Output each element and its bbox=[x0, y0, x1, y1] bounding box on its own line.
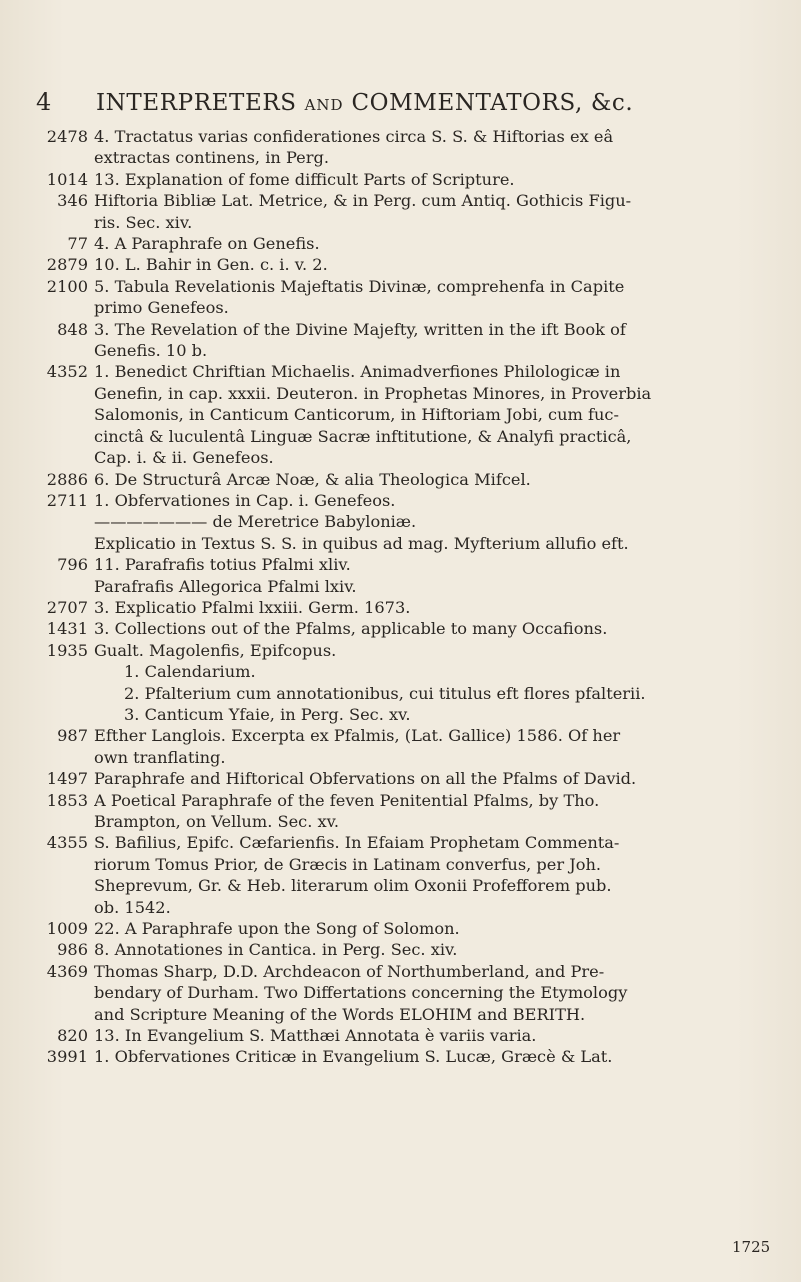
entry-number: 4355 bbox=[46, 833, 88, 853]
entry-text bbox=[94, 169, 780, 190]
catalog-entry bbox=[40, 961, 780, 1025]
entry-line: 4. Tractatus varias confiderationes circa S. S. & Hiftorias ex eâ bbox=[94, 127, 614, 146]
entry-text bbox=[94, 961, 780, 1025]
catalog-entry bbox=[40, 918, 780, 939]
catalog-entry bbox=[40, 554, 780, 597]
entry-text bbox=[94, 725, 780, 768]
catalog-entry bbox=[40, 254, 780, 275]
entry-line: 10. L. Bahir in Gen. c. i. v. 2. bbox=[94, 255, 328, 275]
entry-line: 3. Explicatio Pfalmi lxxiii. Germ. 1673. bbox=[94, 597, 411, 617]
entry-line: extractas continens, in Perg. bbox=[94, 148, 329, 168]
entry-text bbox=[94, 832, 780, 918]
catalog-entry bbox=[40, 597, 780, 618]
entry-line: Cap. i. & ii. Genefeos. bbox=[94, 448, 274, 468]
running-head-part2: COMMENTATORS, &c. bbox=[351, 90, 634, 116]
entry-number: 820 bbox=[57, 1026, 88, 1046]
entry-line: ris. Sec. xiv. bbox=[94, 212, 193, 232]
entry-text bbox=[94, 918, 780, 939]
entry-number: 1009 bbox=[46, 919, 88, 939]
catalog-entry bbox=[40, 169, 780, 190]
entry-subitem: 3. Canticum Yfaie, in Perg. Sec. xv. bbox=[124, 704, 411, 724]
entry-number: 1497 bbox=[46, 769, 88, 789]
entry-text bbox=[94, 618, 780, 639]
entry-number: 2100 bbox=[46, 276, 88, 296]
entry-text bbox=[94, 554, 780, 597]
entry-number: 848 bbox=[57, 319, 88, 339]
entry-number: 2478 bbox=[46, 127, 88, 146]
entry-line: Explicatio in Textus S. S. in quibus ad mag. Myfterium allufio eft. bbox=[94, 533, 629, 553]
entry-line: Hiftoria Bibliæ Lat. Metrice, & in Perg. cum Antiq. Gothicis Figu- bbox=[94, 191, 632, 211]
entry-line: 11. Parafrafis totius Pfalmi xliv. bbox=[94, 555, 351, 575]
catalog-entry bbox=[40, 233, 780, 254]
entry-subitem: 2. Pfalterium cum annotationibus, cui titulus eft flores pfalterii. bbox=[124, 683, 646, 703]
catalog-entry bbox=[40, 126, 780, 169]
entry-number: 2879 bbox=[46, 255, 88, 275]
catalog-entry bbox=[40, 640, 780, 726]
entry-text bbox=[94, 1046, 780, 1067]
entry-line: 13. Explanation of fome difficult Parts of Scripture. bbox=[94, 169, 515, 189]
catalog-entry bbox=[40, 790, 780, 833]
entry-text bbox=[94, 469, 780, 490]
entry-number: 796 bbox=[57, 555, 88, 575]
entry-number: 986 bbox=[57, 940, 88, 960]
entry-line: own tranflating. bbox=[94, 747, 226, 767]
entry-line: ob. 1542. bbox=[94, 897, 171, 917]
entry-number: 1014 bbox=[46, 169, 88, 189]
entry-line: Brampton, on Vellum. Sec. xv. bbox=[94, 812, 340, 831]
entry-number: 2711 bbox=[46, 490, 88, 510]
entry-line: 1. Benedict Chriftian Michaelis. Animadverfiones Philologicæ in bbox=[94, 362, 621, 382]
entry-line: 1. Obfervationes Criticæ in Evangelium S. Lucæ, Græcè & Lat. bbox=[94, 1047, 613, 1067]
entry-text bbox=[94, 276, 780, 319]
entry-line: S. Bafilius, Epifc. Cæfarienfis. In Efaiam Prophetam Commenta- bbox=[94, 833, 620, 853]
running-head bbox=[96, 90, 633, 116]
entry-line: bendary of Durham. Two Differtations concerning the Etymology bbox=[94, 983, 628, 1003]
entry-number: 3991 bbox=[46, 1047, 88, 1067]
entry-text bbox=[94, 233, 780, 254]
catalog-entry bbox=[40, 725, 780, 768]
entry-line: Efther Langlois. Excerpta ex Pfalmis, (Lat. Gallice) 1586. Of her bbox=[94, 726, 621, 746]
entry-text bbox=[94, 790, 780, 833]
entry-line: Salomonis, in Canticum Canticorum, in Hiftoriam Jobi, cum fuc- bbox=[94, 405, 619, 425]
catalog-entry bbox=[40, 1046, 780, 1067]
entry-text bbox=[94, 597, 780, 618]
entry-text bbox=[94, 190, 780, 233]
entry-line: Thomas Sharp, D.D. Archdeacon of Northumberland, and Pre- bbox=[94, 961, 605, 981]
entry-text bbox=[94, 490, 780, 554]
entry-line: and Scripture Meaning of the Words ELOHIM and BERITH. bbox=[94, 1004, 586, 1024]
catalog-entry bbox=[40, 361, 780, 468]
catalog-entry bbox=[40, 939, 780, 960]
entry-text bbox=[94, 319, 780, 362]
trailing-catchword: 1725 bbox=[732, 1238, 771, 1256]
entry-text bbox=[94, 254, 780, 275]
entry-text bbox=[94, 640, 780, 726]
entry-line: cinctâ & luculentâ Linguæ Sacræ inftitutione, & Analyfi practicâ, bbox=[94, 426, 632, 446]
catalog-entry bbox=[40, 768, 780, 789]
entry-number: 77 bbox=[67, 234, 88, 254]
page-number: 4 bbox=[36, 88, 52, 116]
entry-line: ——————— de Meretrice Babyloniæ. bbox=[94, 512, 417, 532]
catalog-entry bbox=[40, 319, 780, 362]
entry-number: 1935 bbox=[46, 640, 88, 660]
entry-text bbox=[94, 768, 780, 789]
entry-line: A Poetical Paraphrafe of the feven Penitential Pfalms, by Tho. bbox=[94, 790, 600, 810]
entry-line: 3. Collections out of the Pfalms, applicable to many Occafions. bbox=[94, 619, 608, 639]
catalog-entry bbox=[40, 469, 780, 490]
entry-line: 3. The Revelation of the Divine Majefty, written in the ift Book of bbox=[94, 319, 626, 339]
entry-line: Parafrafis Allegorica Pfalmi lxiv. bbox=[94, 576, 357, 596]
entry-number: 346 bbox=[57, 191, 88, 211]
entry-number: 2886 bbox=[46, 469, 88, 489]
entry-number: 4369 bbox=[46, 961, 88, 981]
catalog-entries bbox=[40, 126, 780, 1068]
entry-text bbox=[94, 361, 780, 468]
entry-text bbox=[94, 1025, 780, 1046]
entry-line: Paraphrafe and Hiftorical Obfervations on all the Pfalms of David. bbox=[94, 769, 637, 789]
entry-number: 4352 bbox=[46, 362, 88, 382]
entry-line: Gualt. Magolenfis, Epifcopus. bbox=[94, 640, 337, 660]
entry-subitem: 1. Calendarium. bbox=[124, 662, 256, 682]
entry-number: 1853 bbox=[46, 790, 88, 810]
entry-line: primo Genefeos. bbox=[94, 298, 229, 318]
entry-line: 22. A Paraphrafe upon the Song of Solomon. bbox=[94, 919, 460, 939]
catalog-entry bbox=[40, 190, 780, 233]
entry-text bbox=[94, 126, 780, 169]
running-head-and: AND bbox=[304, 96, 344, 114]
entry-line: Sheprevum, Gr. & Heb. literarum olim Oxonii Profefforem pub. bbox=[94, 876, 612, 896]
running-head-part1: INTERPRETERS bbox=[96, 90, 297, 116]
catalog-entry bbox=[40, 490, 780, 554]
entry-line: 13. In Evangelium S. Matthæi Annotata è variis varia. bbox=[94, 1026, 537, 1046]
catalog-entry bbox=[40, 1025, 780, 1046]
entry-line: 5. Tabula Revelationis Majeftatis Divinæ, comprehenfa in Capite bbox=[94, 276, 625, 296]
entry-number: 1431 bbox=[46, 619, 88, 639]
entry-line: 6. De Structurâ Arcæ Noæ, & alia Theologica Mifcel. bbox=[94, 469, 531, 489]
entry-line: 8. Annotationes in Cantica. in Perg. Sec. xiv. bbox=[94, 940, 458, 960]
entry-text bbox=[94, 939, 780, 960]
catalog-entry bbox=[40, 832, 780, 918]
catalog-entry bbox=[40, 276, 780, 319]
entry-number: 2707 bbox=[46, 597, 88, 617]
entry-line: 1. Obfervationes in Cap. i. Genefeos. bbox=[94, 490, 396, 510]
page-header bbox=[36, 88, 771, 116]
entry-number: 987 bbox=[57, 726, 88, 746]
entry-line: Genefin, in cap. xxxii. Deuteron. in Prophetas Minores, in Proverbia bbox=[94, 383, 652, 403]
entry-line: 4. A Paraphrafe on Genefis. bbox=[94, 234, 320, 254]
entry-line: Genefis. 10 b. bbox=[94, 341, 208, 361]
catalog-entry bbox=[40, 618, 780, 639]
entry-line: riorum Tomus Prior, de Græcis in Latinam converfus, per Joh. bbox=[94, 854, 602, 874]
